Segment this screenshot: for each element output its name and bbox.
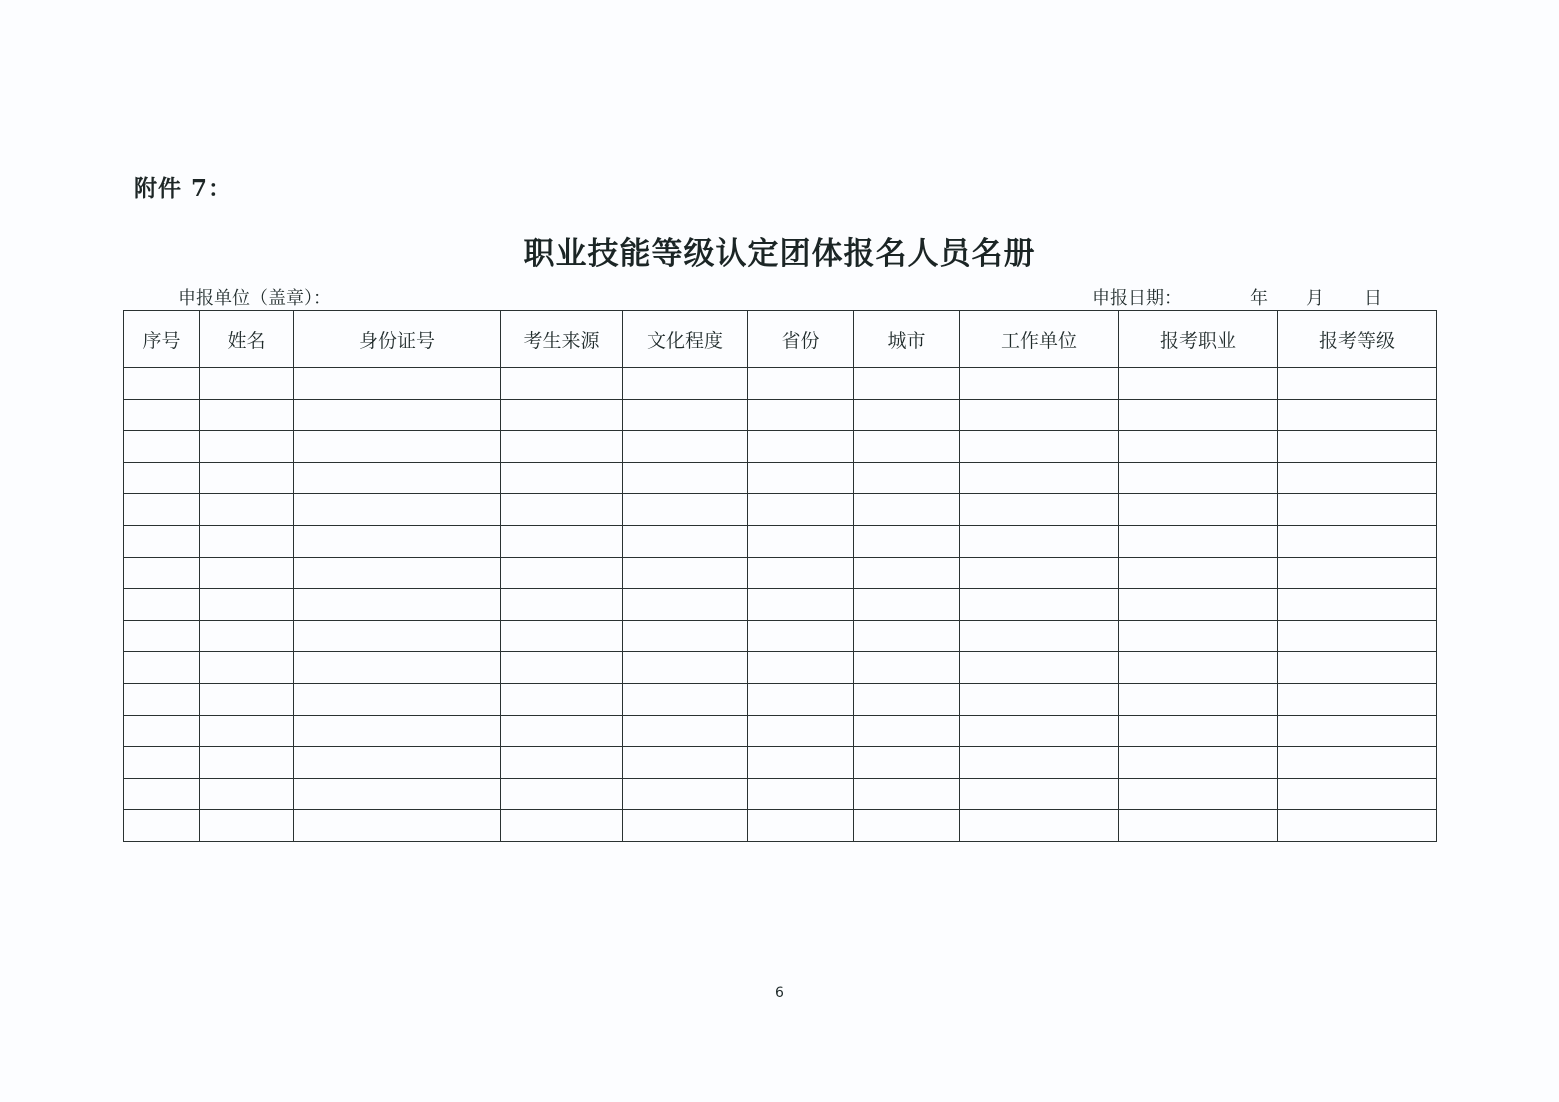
table-cell[interactable] [1119,368,1278,400]
table-cell[interactable] [200,494,294,526]
table-cell[interactable] [854,778,960,810]
table-cell[interactable] [960,431,1119,463]
table-cell[interactable] [294,652,501,684]
table-cell[interactable] [854,368,960,400]
table-cell[interactable] [200,589,294,621]
column-header-index: 序号 [124,311,200,368]
table-cell[interactable] [960,494,1119,526]
table-row [124,368,1437,400]
table-cell[interactable] [294,368,501,400]
table-cell[interactable] [124,652,200,684]
table-cell[interactable] [748,399,854,431]
table-row [124,431,1437,463]
table-cell[interactable] [1119,747,1278,779]
table-cell[interactable] [200,399,294,431]
page-number: 6 [775,985,784,1001]
table-cell[interactable] [200,431,294,463]
table-cell[interactable] [960,462,1119,494]
table-cell[interactable] [124,620,200,652]
table-cell[interactable] [854,715,960,747]
table-cell[interactable] [501,715,623,747]
table-row [124,715,1437,747]
table-cell[interactable] [124,747,200,779]
table-cell[interactable] [623,747,748,779]
table-cell[interactable] [501,525,623,557]
table-cell[interactable] [294,399,501,431]
table-cell[interactable] [748,620,854,652]
table-cell[interactable] [1119,557,1278,589]
table-cell[interactable] [748,589,854,621]
table-cell[interactable] [501,778,623,810]
table-cell[interactable] [294,462,501,494]
table-cell[interactable] [960,525,1119,557]
table-cell[interactable] [623,683,748,715]
table-cell[interactable] [501,399,623,431]
column-header-province: 省份 [748,311,854,368]
table-cell[interactable] [854,557,960,589]
table-cell[interactable] [200,652,294,684]
table-cell[interactable] [1278,652,1437,684]
table-cell[interactable] [200,715,294,747]
table-cell[interactable] [960,589,1119,621]
table-cell[interactable] [623,652,748,684]
table-cell[interactable] [1278,810,1437,842]
table-cell[interactable] [1278,747,1437,779]
table-cell[interactable] [501,462,623,494]
table-cell[interactable] [294,557,501,589]
table-cell[interactable] [854,462,960,494]
table-cell[interactable] [748,494,854,526]
table-cell[interactable] [854,747,960,779]
table-cell[interactable] [1278,589,1437,621]
column-header-name: 姓名 [200,311,294,368]
table-cell[interactable] [748,747,854,779]
table-row [124,557,1437,589]
column-header-employer: 工作单位 [960,311,1119,368]
table-row [124,683,1437,715]
table-cell[interactable] [748,557,854,589]
table-cell[interactable] [854,494,960,526]
table-cell[interactable] [623,778,748,810]
table-cell[interactable] [294,810,501,842]
column-header-id-number: 身份证号 [294,311,501,368]
table-cell[interactable] [501,683,623,715]
table-cell[interactable] [960,652,1119,684]
table-cell[interactable] [200,525,294,557]
table-cell[interactable] [124,368,200,400]
column-header-level: 报考等级 [1278,311,1437,368]
table-cell[interactable] [501,557,623,589]
table-cell[interactable] [623,525,748,557]
table-cell[interactable] [960,778,1119,810]
table-cell[interactable] [748,652,854,684]
table-cell[interactable] [200,368,294,400]
attachment-label: 附件 7： [134,175,233,202]
table-cell[interactable] [124,778,200,810]
table-row [124,462,1437,494]
table-row [124,747,1437,779]
table-cell[interactable] [960,399,1119,431]
table-cell[interactable] [960,715,1119,747]
table-cell[interactable] [854,652,960,684]
table-cell[interactable] [294,494,501,526]
table-cell[interactable] [854,525,960,557]
table-cell[interactable] [960,620,1119,652]
table-cell[interactable] [1278,715,1437,747]
table-cell[interactable] [294,431,501,463]
table-cell[interactable] [1119,399,1278,431]
table-cell[interactable] [124,810,200,842]
table-cell[interactable] [623,431,748,463]
table-cell[interactable] [623,399,748,431]
table-cell[interactable] [1278,683,1437,715]
table-cell[interactable] [748,525,854,557]
table-cell[interactable] [748,810,854,842]
table-cell[interactable] [1119,652,1278,684]
table-cell[interactable] [124,462,200,494]
column-header-education: 文化程度 [623,311,748,368]
table-cell[interactable] [623,589,748,621]
table-cell[interactable] [1119,431,1278,463]
table-cell[interactable] [854,431,960,463]
table-cell[interactable] [960,747,1119,779]
declaring-unit-label: 申报单位（盖章）： [178,288,331,309]
table-cell[interactable] [1119,462,1278,494]
table-cell[interactable] [501,589,623,621]
table-cell[interactable] [748,778,854,810]
declaration-date [1092,284,1382,310]
table-cell[interactable] [854,683,960,715]
declaration-date-label: 申报日期： [1092,288,1182,309]
table-cell[interactable] [623,368,748,400]
table-cell[interactable] [294,683,501,715]
table-cell[interactable] [200,778,294,810]
table-cell[interactable] [623,462,748,494]
date-day-label: 日 [1364,288,1382,309]
table-cell[interactable] [1119,589,1278,621]
table-cell[interactable] [124,683,200,715]
table-cell[interactable] [854,620,960,652]
table-cell[interactable] [1278,368,1437,400]
table-cell[interactable] [501,652,623,684]
table-cell[interactable] [748,683,854,715]
table-row [124,399,1437,431]
table-cell[interactable] [200,747,294,779]
table-cell[interactable] [124,589,200,621]
table-cell[interactable] [960,557,1119,589]
table-row [124,652,1437,684]
table-row [124,810,1437,842]
date-year-label: 年 [1250,288,1268,309]
document-title: 职业技能等级认定团体报名人员名册 [523,236,1036,272]
column-header-city: 城市 [854,311,960,368]
table-cell[interactable] [854,810,960,842]
table-cell[interactable] [623,715,748,747]
table-cell[interactable] [748,431,854,463]
table-cell[interactable] [124,557,200,589]
table-cell[interactable] [294,589,501,621]
table-cell[interactable] [1119,778,1278,810]
table-cell[interactable] [1119,810,1278,842]
table-cell[interactable] [623,620,748,652]
table-cell[interactable] [124,525,200,557]
table-cell[interactable] [294,747,501,779]
table-cell[interactable] [124,715,200,747]
table-cell[interactable] [1278,620,1437,652]
table-cell[interactable] [294,620,501,652]
table-cell[interactable] [1278,399,1437,431]
table-cell[interactable] [623,557,748,589]
table-cell[interactable] [124,431,200,463]
table-cell[interactable] [124,494,200,526]
table-cell[interactable] [748,715,854,747]
roster-table [123,310,1437,842]
table-cell[interactable] [1278,778,1437,810]
table-cell[interactable] [1119,494,1278,526]
table-cell[interactable] [854,589,960,621]
table-cell[interactable] [960,810,1119,842]
table-cell[interactable] [124,399,200,431]
table-row [124,778,1437,810]
table-row [124,494,1437,526]
table-cell[interactable] [501,747,623,779]
table-cell[interactable] [1278,462,1437,494]
table-cell[interactable] [960,683,1119,715]
column-header-occupation: 报考职业 [1119,311,1278,368]
date-month-label: 月 [1306,288,1324,309]
table-cell[interactable] [623,494,748,526]
table-cell[interactable] [501,431,623,463]
table-cell[interactable] [200,557,294,589]
table-cell[interactable] [501,810,623,842]
table-cell[interactable] [501,494,623,526]
table-cell[interactable] [960,368,1119,400]
table-cell[interactable] [1119,620,1278,652]
table-cell[interactable] [1278,557,1437,589]
table-cell[interactable] [294,525,501,557]
table-cell[interactable] [1278,525,1437,557]
table-cell[interactable] [623,810,748,842]
roster-body [124,368,1437,842]
table-cell[interactable] [748,368,854,400]
table-cell[interactable] [294,715,501,747]
table-row [124,620,1437,652]
table-row [124,589,1437,621]
table-cell[interactable] [200,462,294,494]
table-cell[interactable] [1119,715,1278,747]
table-cell[interactable] [501,620,623,652]
table-cell[interactable] [200,810,294,842]
table-cell[interactable] [1119,525,1278,557]
table-cell[interactable] [200,683,294,715]
table-cell[interactable] [294,778,501,810]
table-cell[interactable] [1119,683,1278,715]
table-row [124,525,1437,557]
table-cell[interactable] [200,620,294,652]
table-cell[interactable] [854,399,960,431]
column-header-candidate-source: 考生来源 [501,311,623,368]
table-cell[interactable] [748,462,854,494]
table-cell[interactable] [501,368,623,400]
table-cell[interactable] [1278,494,1437,526]
table-cell[interactable] [1278,431,1437,463]
table-header-row [124,311,1437,368]
